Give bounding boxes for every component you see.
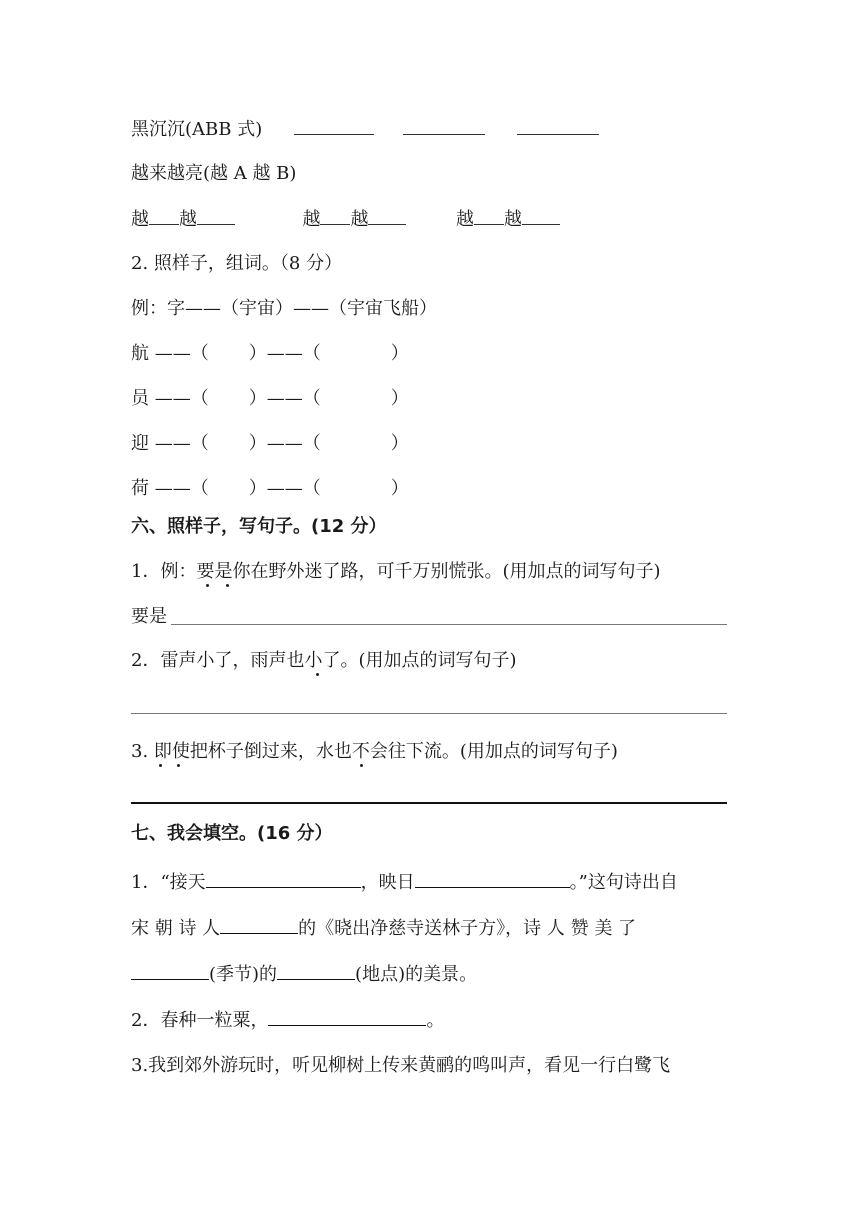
answer-line-2[interactable] [131,713,727,714]
emphasis-dot [159,764,162,767]
open-paren: （ [302,343,321,364]
poet-blank[interactable] [220,917,298,934]
word-char: 荷 [131,478,149,499]
yue-blank-3a[interactable] [474,208,504,225]
word-row-4 [131,478,409,500]
p7-q2 [131,1009,444,1032]
place-blank[interactable] [277,963,355,980]
open-paren: （ [190,343,209,364]
abb-blank-2[interactable] [403,118,485,135]
yue-char: 越 [131,209,149,230]
yue-char: 越 [302,209,321,230]
emphasis-dot [206,584,209,587]
dash: —— [154,388,191,409]
p7-q1-line1 [131,871,678,894]
p6-q1: 1．例：要是你在野外迷了路，可千万别慌张。(用加点的词写句子) [131,561,661,582]
p7-q1-text-d: 宋 朝 诗 人 [131,918,221,939]
dash: —— [154,343,191,364]
answer-line-3[interactable] [131,802,727,804]
word-char: 航 [131,343,149,364]
p7-q1-text-c: 。”这句诗出自 [569,872,678,893]
poem-blank-3[interactable] [268,1009,426,1026]
yue-char: 越 [503,209,522,230]
p7-q1-line2 [131,917,636,940]
p7-q1-text-b: ，映日 [360,872,415,893]
yue-blank-1b[interactable] [197,208,235,225]
p7-q1-text-a: 1．“接天 [131,872,206,893]
open-paren: （ [190,478,209,499]
p7-q1-text-e: 的《晓出净慈寺送林子方》，诗 人 赞 美 了 [298,918,637,939]
section-six-title: 六、照样子，写句子。(12 分） [131,516,387,537]
yue-char: 越 [179,209,197,230]
word-char: 员 [131,388,149,409]
p6-q1-lead: 要是 [131,606,167,627]
open-paren: （ [190,388,209,409]
dash: —— [154,433,191,454]
p7-q2-end: 。 [426,1010,445,1031]
word-row-3 [131,433,409,455]
yue-label: 越来越亮(越 A 越 B) [131,163,297,184]
open-paren: （ [302,388,321,409]
poem-blank-2[interactable] [415,871,570,888]
example-line: 例：字——（宇宙）——（宇宙飞船） [131,298,437,319]
season-blank[interactable] [131,963,209,980]
close-paren: ） [248,388,267,409]
abb-blank-3[interactable] [517,118,599,135]
open-paren: （ [302,433,321,454]
yue-blank-2b[interactable] [368,208,406,225]
close-paren: ） [390,343,409,364]
poem-blank-1[interactable] [206,871,361,888]
emphasis-dot [316,673,319,676]
p7-q2-text: 2．春种一粒粟， [131,1010,269,1031]
yue-char: 越 [455,209,474,230]
close-paren: ） [248,343,267,364]
yue-char: 越 [350,209,369,230]
emphasis-dot [226,584,229,587]
dash: —— [266,433,303,454]
dash: —— [154,478,191,499]
p6-q2: 2．雷声小了，雨声也小了。(用加点的词写句子) [131,650,517,671]
yue-blank-3b[interactable] [522,208,560,225]
yue-blank-2a[interactable] [320,208,350,225]
p7-q1-text-g: (地点)的美景。 [355,964,478,985]
emphasis-dot [177,764,180,767]
dash: —— [266,343,303,364]
open-paren: （ [302,478,321,499]
yue-blank-1a[interactable] [149,208,179,225]
abb-blank-1[interactable] [294,118,374,135]
close-paren: ） [390,433,409,454]
dash: —— [266,388,303,409]
p7-q1-line3 [131,963,477,986]
word-char: 迎 [131,433,149,454]
abb-label: 黑沉沉(ABB 式) [131,119,263,140]
section-seven-title: 七、我会填空。(16 分） [131,823,333,844]
answer-line-1[interactable] [171,624,727,625]
p6-q3: 3. 即使把杯子倒过来，水也不会往下流。(用加点的词写句子) [131,741,618,762]
p7-q1-text-f: (季节)的 [209,964,278,985]
word-row-1 [131,343,409,365]
p7-q3: 3.我到郊外游玩时，听见柳树上传来黄鹂的鸣叫声，看见一行白鹭飞 [131,1055,671,1076]
dash: —— [266,478,303,499]
open-paren: （ [190,433,209,454]
close-paren: ） [390,478,409,499]
word-row-2 [131,388,409,410]
yue-row [131,208,560,231]
close-paren: ） [248,478,267,499]
close-paren: ） [390,388,409,409]
q2-title: 2. 照样子，组词。（8 分） [131,253,343,274]
emphasis-dot [360,764,363,767]
close-paren: ） [248,433,267,454]
abb-row [131,118,599,141]
